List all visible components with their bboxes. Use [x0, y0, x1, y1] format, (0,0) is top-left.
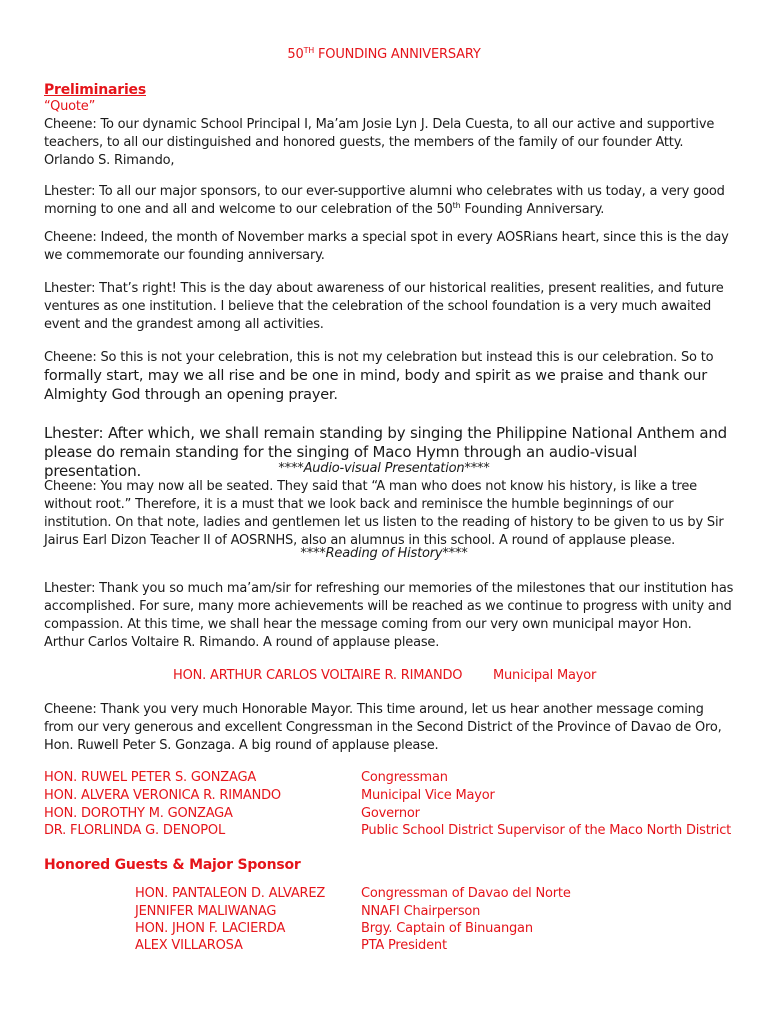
- quote-label: “Quote”: [44, 99, 96, 114]
- guest-role: NNAFI Chairperson: [361, 904, 481, 919]
- guest-name: HON. JHON F. LACIERDA: [135, 921, 286, 936]
- guest-role: Brgy. Captain of Binuangan: [361, 921, 533, 936]
- official-role: Public School District Supervisor of the Maco North District: [361, 823, 732, 838]
- guest-name: HON. PANTALEON D. ALVAREZ: [135, 886, 326, 901]
- guest-role: PTA President: [361, 938, 447, 953]
- official-name: HON. RUWEL PETER S. GONZAGA: [44, 770, 257, 785]
- paragraph-cheene-congressman: Cheene: Thank you very much Honorable Mayor. This time around, let us hear another message coming from our very generous and excellent Congressman in the Second District of the Province of Davao de Oro, Hon. Ruwell Peter S. Gonzaga. A big round of applause please.: [44, 702, 722, 753]
- document-title: 50TH FOUNDING ANNIVERSARY: [287, 46, 481, 62]
- mayor-role: Municipal Mayor: [493, 668, 597, 683]
- paragraph-lhester-welcome: Lhester: To all our major sponsors, to our ever-supportive alumni who celebrates with us today, a very good morning to one and all and welcome to our celebration of the 50th Founding Anniversary.: [44, 184, 725, 217]
- paragraph-cheene-history: Cheene: You may now all be seated. They said that “A man who does not know his history, is like a tree without root.” Therefore, it is a must that we look back and reminisce the humble beginnings of our institution. On that note, ladies and gentlemen let us listen to the reading of history to be given to us by Sir Jairus Earl Dizon Teacher II of AOSRNHS, also an alumnus in this school. A round of applause please.: [44, 479, 724, 548]
- cue-audio-visual: ****Audio-visual Presentation****: [278, 461, 490, 476]
- paragraph-lhester-anthem: Lhester: After which, we shall remain standing by singing the Philippine National Anthem and please do remain standing for the singing of Maco Hymn through an audio-visual presentation.: [44, 424, 727, 480]
- paragraph-cheene-welcome: Cheene: To our dynamic School Principal I, Ma’am Josie Lyn J. Dela Cuesta, to all our active and supportive teachers, to all our distinguished and honored guests, the members of the family of our founder Atty. Orlando S. Rimando,: [44, 117, 715, 168]
- paragraph-cheene-november: Cheene: Indeed, the month of November marks a special spot in every AOSRians heart, since this is the day we commemorate our founding anniversary.: [44, 230, 729, 263]
- official-name: HON. DOROTHY M. GONZAGA: [44, 806, 233, 821]
- mayor-name: HON. ARTHUR CARLOS VOLTAIRE R. RIMANDO: [173, 668, 463, 683]
- guest-role: Congressman of Davao del Norte: [361, 886, 571, 901]
- official-role: Congressman: [361, 770, 448, 785]
- cue-reading-of-history: ****Reading of History****: [300, 546, 468, 561]
- preliminaries-heading: Preliminaries: [44, 82, 146, 98]
- official-role: Governor: [361, 806, 420, 821]
- paragraph-lhester-awareness: Lhester: That’s right! This is the day about awareness of our historical realities, present realities, and future ventures as one institution. I believe that the celebration of the school foundation is a very much awaited event and the grandest among all activities.: [44, 281, 724, 332]
- official-name: DR. FLORLINDA G. DENOPOL: [44, 823, 226, 838]
- official-role: Municipal Vice Mayor: [361, 788, 495, 803]
- guests-heading: Honored Guests & Major Sponsor: [44, 857, 301, 873]
- guest-name: JENNIFER MALIWANAG: [135, 904, 277, 919]
- official-name: HON. ALVERA VERONICA R. RIMANDO: [44, 788, 281, 803]
- guest-name: ALEX VILLAROSA: [135, 938, 243, 953]
- paragraph-cheene-celebration: Cheene: So this is not your celebration, this is not my celebration but instead this is our celebration. So to formally start, may we all rise and be one in mind, body and spirit as we praise and thank our Almighty God through an opening prayer.: [44, 350, 714, 403]
- paragraph-lhester-mayor: Lhester: Thank you so much ma’am/sir for refreshing our memories of the milestones that our institution has accomplished. For sure, many more achievements will be reached as we continue to progress with unity and compassion. At this time, we shall hear the message coming from our very own municipal mayor Hon. Arthur Carlos Voltaire R. Rimando. A round of applause please.: [44, 581, 734, 650]
